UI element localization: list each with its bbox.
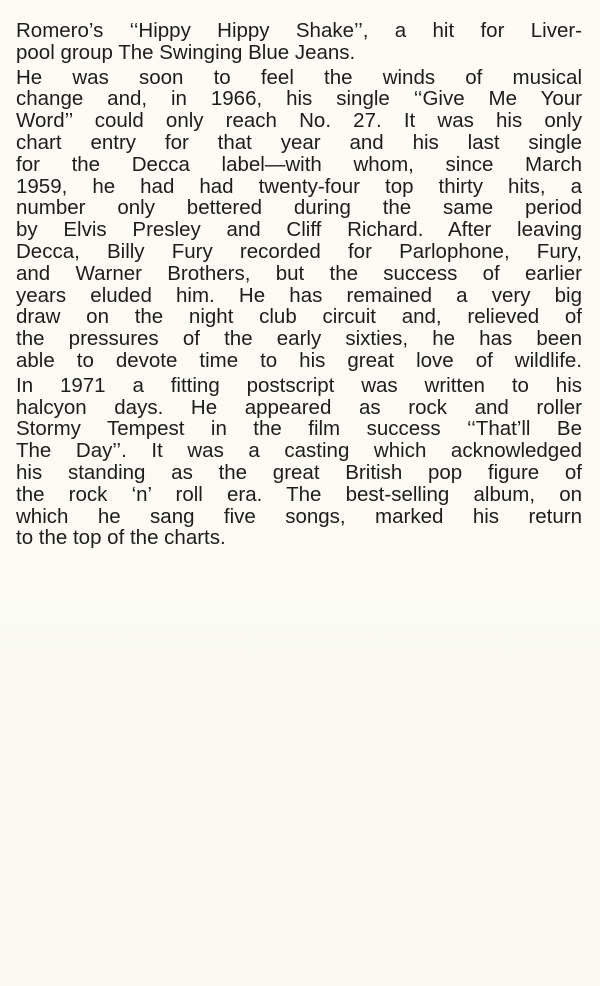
paragraph bbox=[16, 375, 582, 549]
text-line: his standing as the great British pop figure of bbox=[16, 460, 582, 484]
text-line: years eluded him. He has remained a very big bbox=[16, 283, 582, 307]
text-line: the rock ‘n’ roll era. The best-selling album, on bbox=[16, 482, 582, 506]
text-line: to the top of the charts. bbox=[16, 526, 226, 550]
text-line: Word’’ could only reach No. 27. It was his only bbox=[16, 109, 582, 133]
text-line: pool group The Swinging Blue Jeans. bbox=[16, 40, 356, 64]
text-line: He was soon to feel the winds of musical bbox=[16, 65, 582, 89]
text-line: by Elvis Presley and Cliff Richard. After leaving bbox=[16, 218, 582, 242]
text-line: which he sang five songs, marked his return bbox=[16, 504, 582, 528]
text-line: change and, in 1966, his single ‘‘Give Me Your bbox=[16, 87, 582, 111]
text-line: 1959, he had had twenty-four top thirty hits, a bbox=[16, 174, 582, 198]
paragraph bbox=[16, 67, 582, 372]
text-line: In 1971 a fitting postscript was written to his bbox=[16, 373, 582, 397]
text-line: Romero’s ‘‘Hippy Hippy Shake’’, a hit for Liver- bbox=[16, 19, 582, 42]
paragraph bbox=[16, 20, 582, 64]
body-text bbox=[16, 20, 582, 549]
text-line: Decca, Billy Fury recorded for Parlophone, Fury, bbox=[16, 239, 582, 263]
text-line: chart entry for that year and his last single bbox=[16, 130, 582, 154]
text-line: and Warner Brothers, but the success of earlier bbox=[16, 261, 582, 285]
text-line: halcyon days. He appeared as rock and roller bbox=[16, 395, 582, 419]
text-line: for the Decca label—with whom, since March bbox=[16, 152, 582, 176]
text-line: number only bettered during the same period bbox=[16, 196, 582, 220]
text-line: able to devote time to his great love of wildlife. bbox=[16, 348, 582, 372]
text-line: Stormy Tempest in the film success ‘‘That’ll Be bbox=[16, 417, 582, 441]
text-line: the pressures of the early sixties, he has been bbox=[16, 327, 582, 351]
text-line: draw on the night club circuit and, relieved of bbox=[16, 305, 582, 329]
text-line: The Day’’. It was a casting which acknowledged bbox=[16, 439, 582, 463]
